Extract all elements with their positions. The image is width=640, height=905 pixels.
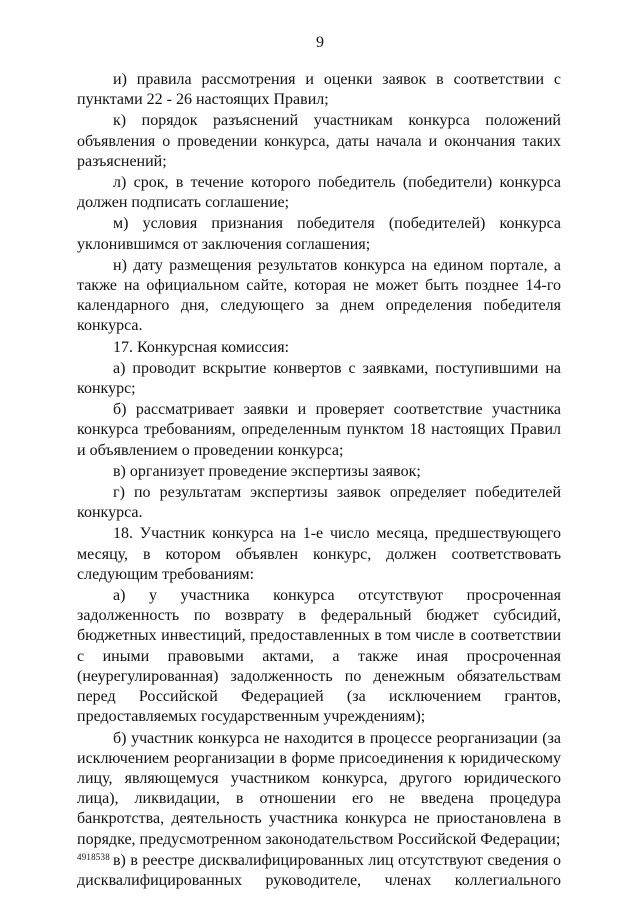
- paragraph: б) участник конкурса не находится в процессе реорганизации (за исключением реорганизации в форме присоединения к юридическому лицу, являющемуся участником конкурса, другого юридического лица), ликвидации, в отношении его не введена процедура банкротства, деятельность участника конкурса не приостановлена в порядке, предусмотренном законодательством Российской Федерации;: [77, 729, 561, 848]
- paragraph: а) проводит вскрытие конвертов с заявками, поступившими на конкурс;: [77, 359, 561, 398]
- page-number: 9: [316, 34, 324, 51]
- paragraph: л) срок, в течение которого победитель (победители) конкурса должен подписать соглашение;: [77, 174, 561, 212]
- document-body: [77, 70, 561, 892]
- paragraph: к) порядок разъяснений участникам конкурса положений объявления о проведении конкурса, даты начала и окончания таких разъяснений;: [77, 112, 561, 170]
- paragraph: н) дату размещения результатов конкурса на едином портале, а также на официальном сайте, которая не может быть позднее 14-го календарного дня, следующего за днем определения победителя конкурса.: [77, 256, 561, 335]
- paragraph: в) в реестре дисквалифицированных лиц отсутствуют сведения о дисквалифицированных руководителе, членах коллегиального: [77, 851, 561, 889]
- paragraph: а) у участника конкурса отсутствуют просроченная задолженность по возврату в федеральный бюджет субсидий, бюджетных инвестиций, предоставленных в том числе в соответствии с иными правовыми актами, а также иная просроченная (неурегулированная) задолженность по денежным обязательствам перед Российской Федерацией (за исключением грантов, предоставляемых государственным учреждениям);: [77, 587, 561, 726]
- paragraph: м) условия признания победителя (победителей) конкурса уклонившимся от заключения соглашения;: [77, 215, 561, 253]
- section-heading: 17. Конкурсная комиссия:: [113, 338, 290, 356]
- paragraph: в) организует проведение экспертизы заявок;: [113, 462, 421, 480]
- paragraph: 18. Участник конкурса на 1-е число месяца, предшествующего месяцу, в котором объявлен конкурс, должен соответствовать следующим требованиям:: [77, 525, 561, 583]
- paragraph: б) рассматривает заявки и проверяет соответствие участника конкурса требованиям, определенным пунктом 18 настоящих Правил и объявлением о проведении конкурса;: [77, 401, 561, 459]
- paragraph: г) по результатам экспертизы заявок определяет победителей конкурса.: [77, 484, 561, 522]
- document-code: 4918538: [77, 852, 110, 862]
- paragraph: и) правила рассмотрения и оценки заявок в соответствии с пунктами 22 - 26 настоящих Правил;: [77, 71, 561, 109]
